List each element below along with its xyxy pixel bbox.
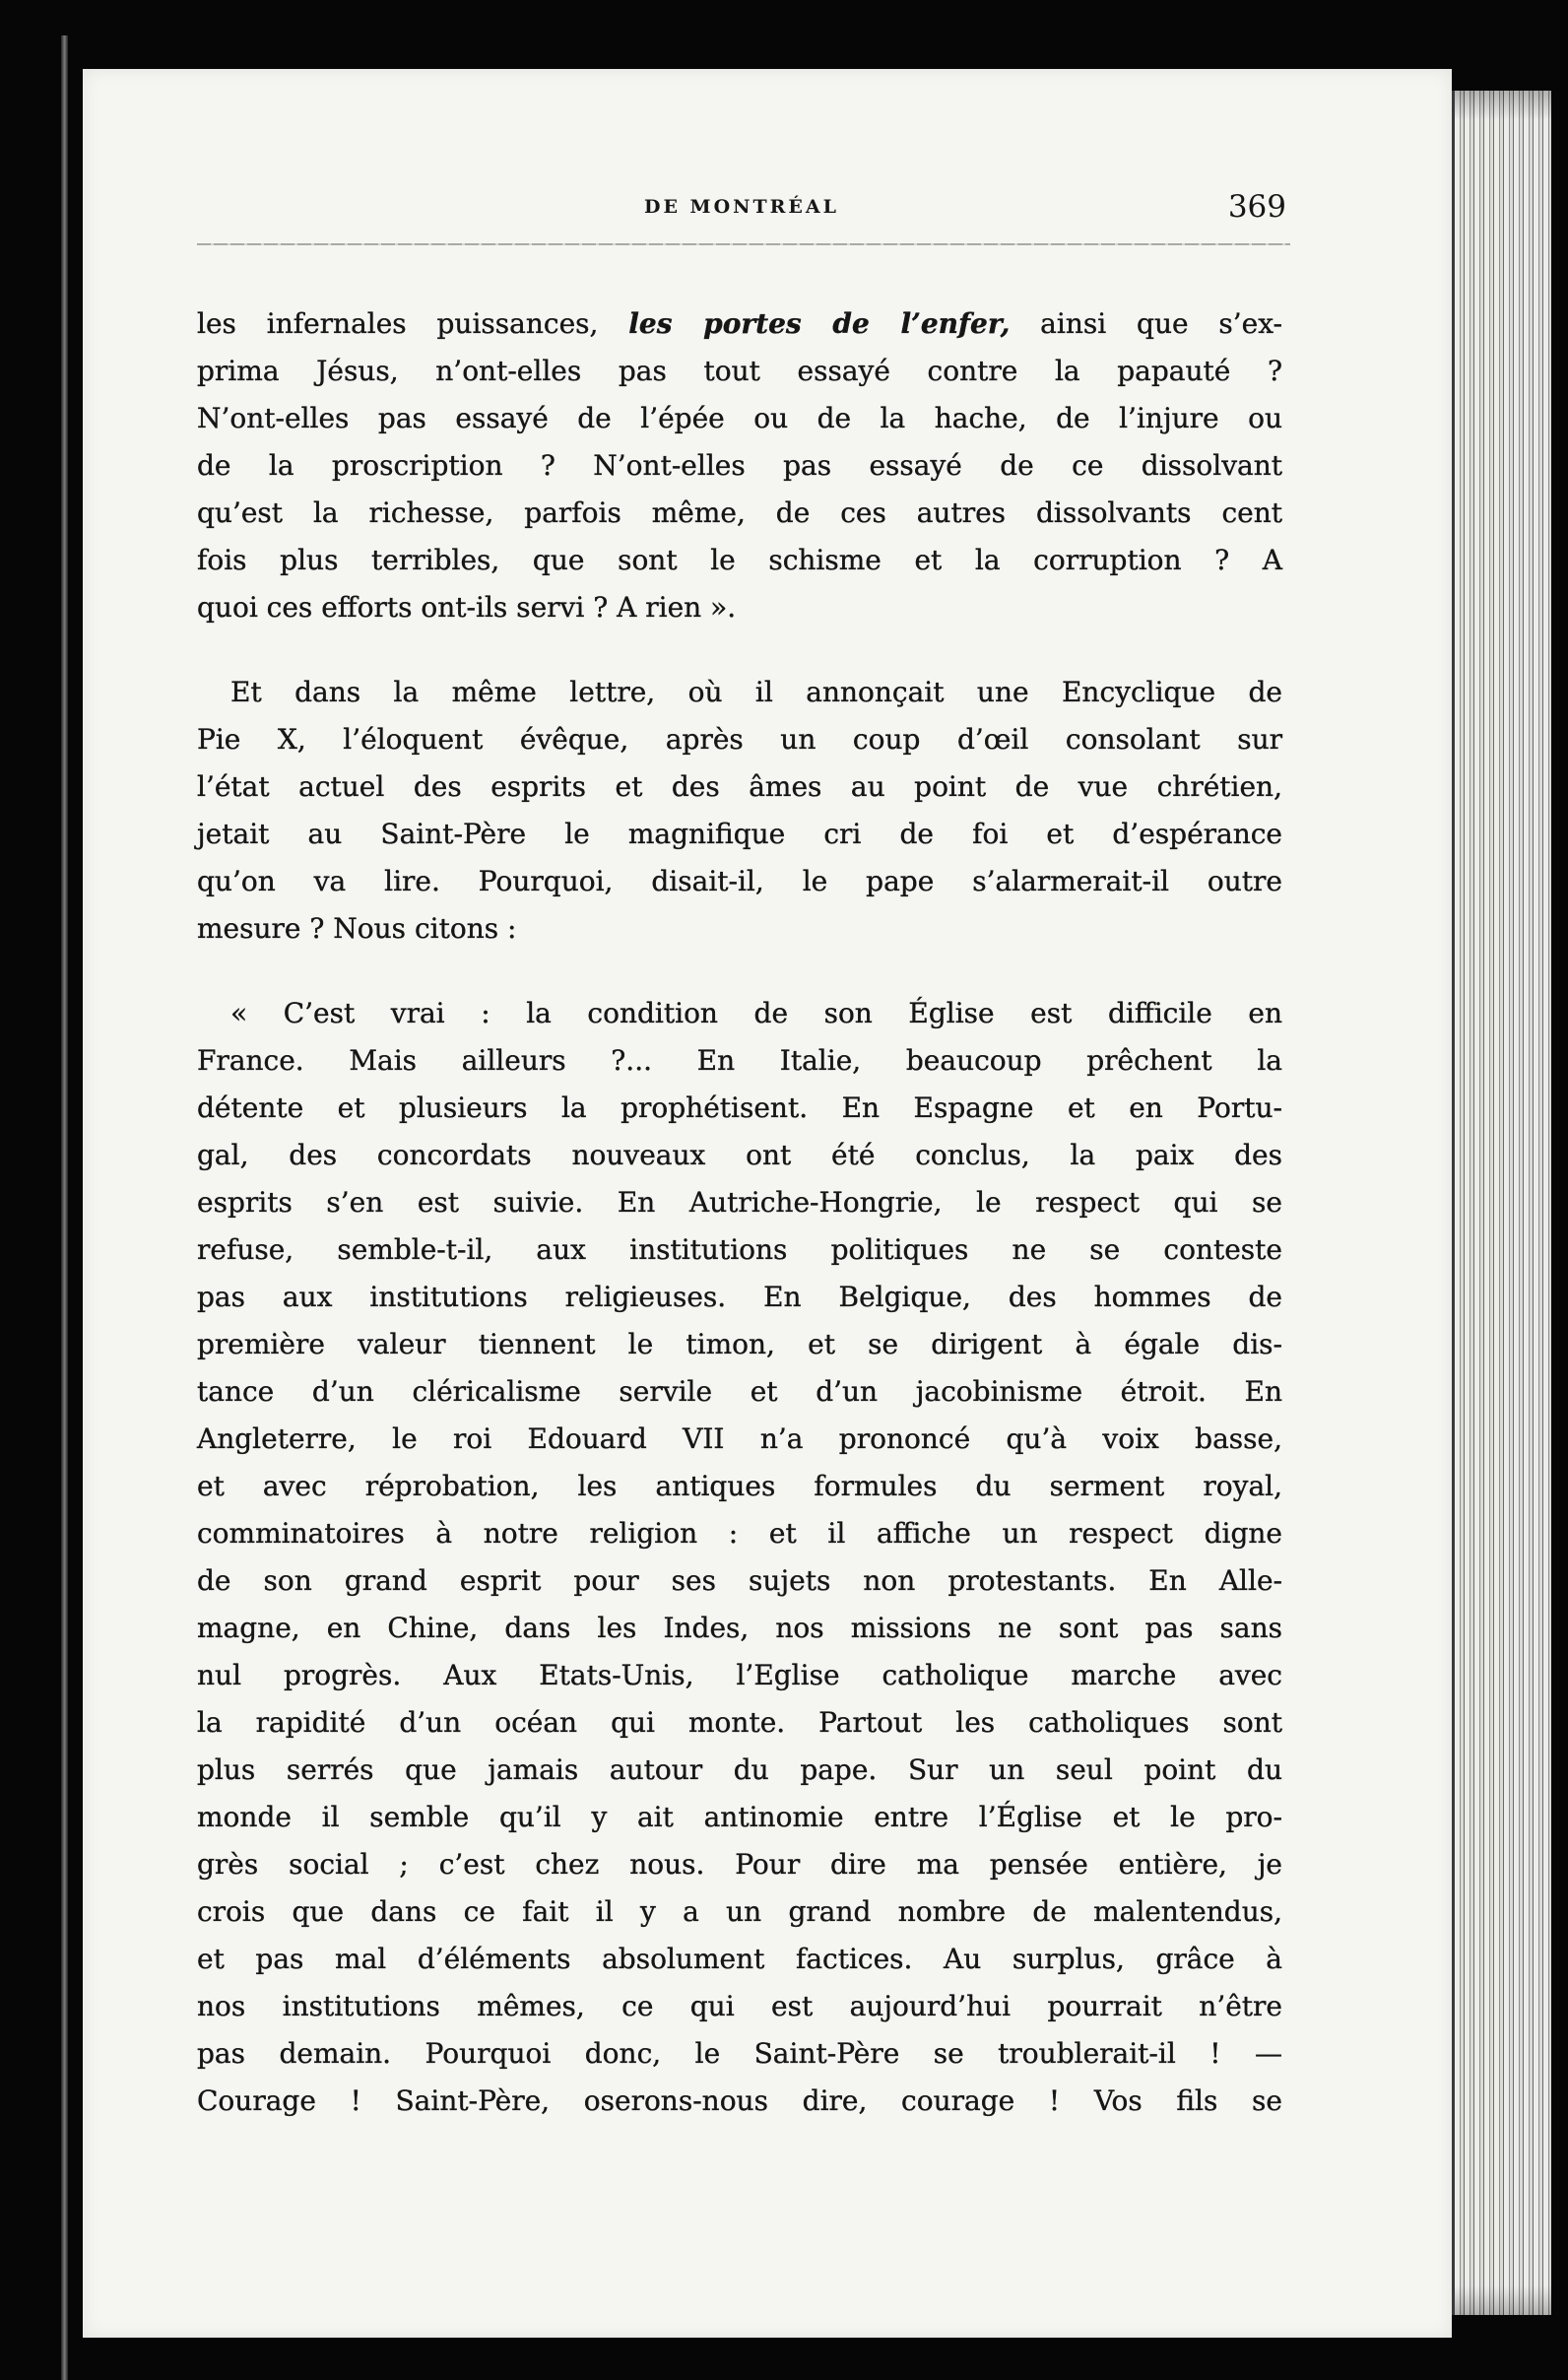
text-line: première valeur tiennent le timon, et se dirigent à égale dis- bbox=[197, 1328, 1282, 1360]
book-page bbox=[83, 69, 1452, 2338]
paragraph bbox=[197, 990, 1282, 2125]
paragraph bbox=[197, 669, 1282, 953]
text-line: pas aux institutions religieuses. En Belgique, des hommes de bbox=[197, 1281, 1282, 1313]
text-line: N’ont-elles pas essayé de l’épée ou de la hache, de l’injure ou bbox=[197, 402, 1282, 434]
page-number: 369 bbox=[1227, 189, 1286, 225]
text-line: grès social ; c’est chez nous. Pour dire ma pensée entière, je bbox=[197, 1848, 1282, 1881]
header-rule bbox=[197, 243, 1290, 245]
text-segment: les infernales puissances, bbox=[197, 307, 629, 340]
text-line bbox=[197, 300, 1282, 348]
text-line: qu’est la richesse, parfois même, de ces autres dissolvants cent bbox=[197, 496, 1282, 529]
text-line: jetait au Saint-Père le magnifique cri de foi et d’espérance bbox=[197, 818, 1282, 850]
text-line: plus serrés que jamais autour du pape. Sur un seul point du bbox=[197, 1753, 1282, 1786]
text-line: crois que dans ce fait il y a un grand nombre de malentendus, bbox=[197, 1895, 1282, 1928]
text-line: Et dans la même lettre, où il annonçait une Encyclique de bbox=[230, 676, 1282, 708]
book-binding-edge bbox=[61, 35, 68, 2380]
text-line: refuse, semble-t-il, aux institutions politiques ne se conteste bbox=[197, 1233, 1282, 1266]
text-line: la rapidité d’un océan qui monte. Partout les catholiques sont bbox=[197, 1706, 1282, 1739]
text-segment: ainsi que s’ex- bbox=[1010, 307, 1282, 340]
text-line: de son grand esprit pour ses sujets non protestants. En Alle- bbox=[197, 1564, 1282, 1597]
text-line: mesure ? Nous citons : bbox=[197, 912, 517, 945]
text-line: comminatoires à notre religion : et il affiche un respect digne bbox=[197, 1517, 1282, 1550]
text-line: Courage ! Saint-Père, oserons-nous dire, courage ! Vos fils se bbox=[197, 2084, 1282, 2117]
text-line: et avec réprobation, les antiques formules du serment royal, bbox=[197, 1470, 1282, 1502]
running-head bbox=[197, 187, 1286, 227]
text-line: détente et plusieurs la prophétisent. En Espagne et en Portu- bbox=[197, 1091, 1282, 1124]
text-line: tance d’un cléricalisme servile et d’un jacobinisme étroit. En bbox=[197, 1375, 1282, 1408]
text-line: Pie X, l’éloquent évêque, après un coup d’œil consolant sur bbox=[197, 723, 1282, 756]
text-line: France. Mais ailleurs ?... En Italie, beaucoup prêchent la bbox=[197, 1044, 1282, 1077]
paragraph bbox=[197, 300, 1282, 631]
text-line: gal, des concordats nouveaux ont été conclus, la paix des bbox=[197, 1139, 1282, 1171]
body-text bbox=[197, 300, 1282, 2125]
text-line: de la proscription ? N’ont-elles pas essayé de ce dissolvant bbox=[197, 449, 1282, 482]
text-line: l’état actuel des esprits et des âmes au point de vue chrétien, bbox=[197, 770, 1282, 803]
text-line: qu’on va lire. Pourquoi, disait-il, le pape s’alarmerait-il outre bbox=[197, 865, 1282, 897]
italic-phrase: les portes de l’enfer, bbox=[628, 307, 1011, 340]
text-line: nos institutions mêmes, ce qui est aujourd’hui pourrait n’être bbox=[197, 1990, 1282, 2022]
text-line: esprits s’en est suivie. En Autriche-Hongrie, le respect qui se bbox=[197, 1186, 1282, 1219]
text-line: et pas mal d’éléments absolument factices. Au surplus, grâce à bbox=[197, 1943, 1282, 1975]
text-line: magne, en Chine, dans les Indes, nos missions ne sont pas sans bbox=[197, 1612, 1282, 1644]
text-line: pas demain. Pourquoi donc, le Saint-Père se troublerait-il ! — bbox=[197, 2037, 1282, 2070]
text-line: monde il semble qu’il y ait antinomie entre l’Église et le pro- bbox=[197, 1801, 1282, 1833]
text-line: prima Jésus, n’ont-elles pas tout essayé contre la papauté ? bbox=[197, 355, 1282, 387]
text-line: fois plus terribles, que sont le schisme et la corruption ? A bbox=[197, 544, 1282, 576]
text-line: quoi ces efforts ont-ils servi ? A rien ». bbox=[197, 591, 737, 624]
text-line: « C’est vrai : la condition de son Église est difficile en bbox=[230, 997, 1282, 1029]
text-line: Angleterre, le roi Edouard VII n’a prononcé qu’à voix basse, bbox=[197, 1422, 1282, 1455]
text-line: nul progrès. Aux Etats-Unis, l’Eglise catholique marche avec bbox=[197, 1659, 1282, 1691]
running-title: DE MONTRÉAL bbox=[643, 196, 840, 218]
page-stack-edge bbox=[1452, 91, 1551, 2315]
